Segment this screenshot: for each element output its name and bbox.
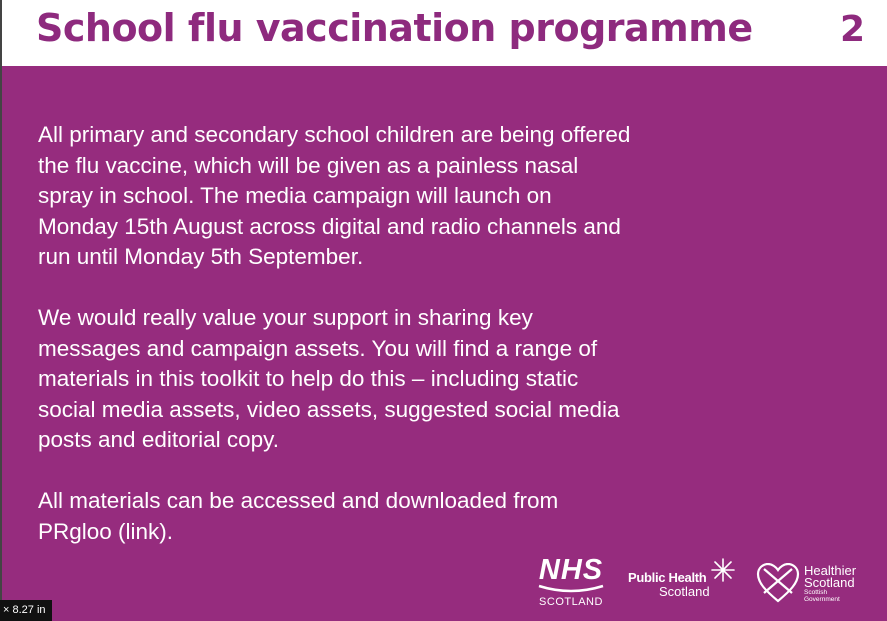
header-bar	[0, 0, 887, 66]
intro-paragraph: All primary and secondary school children are being offered the flu vaccine, which will be given as a painless nasal spray in school. The media campaign will launch on Monday 15th August across digital and radio channels and run until Monday 5th September.	[38, 122, 631, 269]
access-paragraph: All materials can be accessed and downloaded from PRgloo (link).	[38, 488, 559, 544]
page-number: 2	[839, 9, 865, 50]
page-title: School flu vaccination programme	[36, 6, 753, 50]
saltire-heart-icon	[756, 563, 800, 603]
page-size-tooltip: × 8.27 in	[0, 600, 52, 621]
healthier-logo-line4: Government	[804, 596, 840, 603]
healthier-logo-line3: Scottish	[804, 589, 828, 596]
healthier-logo-line1: Healthier	[804, 563, 857, 578]
healthier-scotland-logo	[756, 561, 868, 605]
healthier-logo-line2: Scotland	[804, 575, 855, 590]
public-health-logo-line1: Public Health	[628, 570, 707, 585]
nhs-logo-mark: NHS	[538, 554, 604, 586]
nhs-swoosh-icon	[537, 583, 605, 593]
nhs-logo-subtitle: SCOTLAND	[539, 596, 603, 608]
starburst-icon	[711, 558, 735, 582]
public-health-scotland-logo	[628, 558, 738, 602]
public-health-logo-line2: Scotland	[659, 584, 710, 599]
support-paragraph: We would really value your support in sharing key messages and campaign assets. You will find a range of materials in this toolkit to help do this – including static social media assets, video assets, suggested social media posts and editorial copy.	[38, 305, 620, 452]
nhs-scotland-logo	[532, 556, 610, 612]
